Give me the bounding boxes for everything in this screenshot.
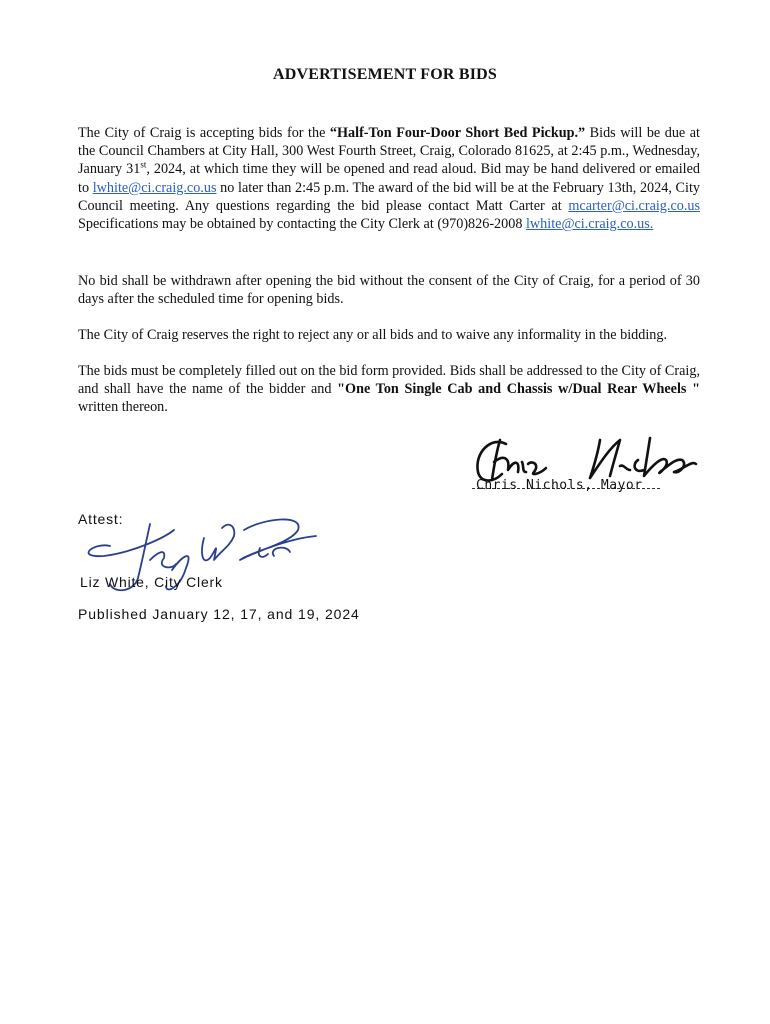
email-link-lwhite[interactable]: lwhite@ci.craig.co.us [92,179,217,196]
text: The bids must be completely filled out on the bid form provided. Bids shall be addressed to the City of Craig, and shall have the name of the bidder and [78,363,700,398]
mayor-name-title: Chris Nichols, Mayor [476,478,643,493]
bold-item-name: "One Ton Single Cab and Chassis w/Dual Rear Wheels " [337,381,700,398]
text: no later than 2:45 p.m. The award of the bid will be at the February 13th, 2024, City Council meeting. Any questions regarding the bid please contact Matt Carter at [78,179,700,214]
text: The City of Craig is accepting bids for the [78,125,330,141]
published-dates: Published January 12, 17, and 19, 2024 [78,606,360,622]
text: , 2024, at which time they will be opened and read aloud. Bid may be hand delivered or emailed to [78,161,700,196]
paragraph-reserve-rights: The City of Craig reserves the right to reject any or all bids and to waive any informality in the bidding. [78,327,668,343]
email-link-lwhite-2[interactable]: lwhite@ci.craig.co.us. [525,216,654,233]
text: Bids will be due at the Council Chambers at City Hall, 300 West Fourth Street, Craig, Colorado 81625, at 2:45 p.m., Wednesday, January 31 [78,125,700,178]
superscript: st [140,159,147,170]
paragraph-bid-form [78,362,700,417]
paragraph-withdrawal: No bid shall be withdrawn after opening the bid without the consent of the City of Craig, for a period of 30 days after the scheduled time for opening bids. [78,273,700,308]
clerk-name-title: Liz White, City Clerk [80,574,223,590]
text: Specifications may be obtained by contacting the City Clerk at (970)826-2008 [78,216,526,233]
document-title: ADVERTISEMENT FOR BIDS [272,66,498,83]
paragraph-bid-details [78,124,700,233]
attest-label: Attest: [78,511,124,527]
text: written thereon. [78,399,168,416]
email-link-mcarter[interactable]: mcarter@ci.craig.co.us [568,197,700,214]
bold-item-name: “Half-Ton Four-Door Short Bed Pickup.” [329,125,586,141]
